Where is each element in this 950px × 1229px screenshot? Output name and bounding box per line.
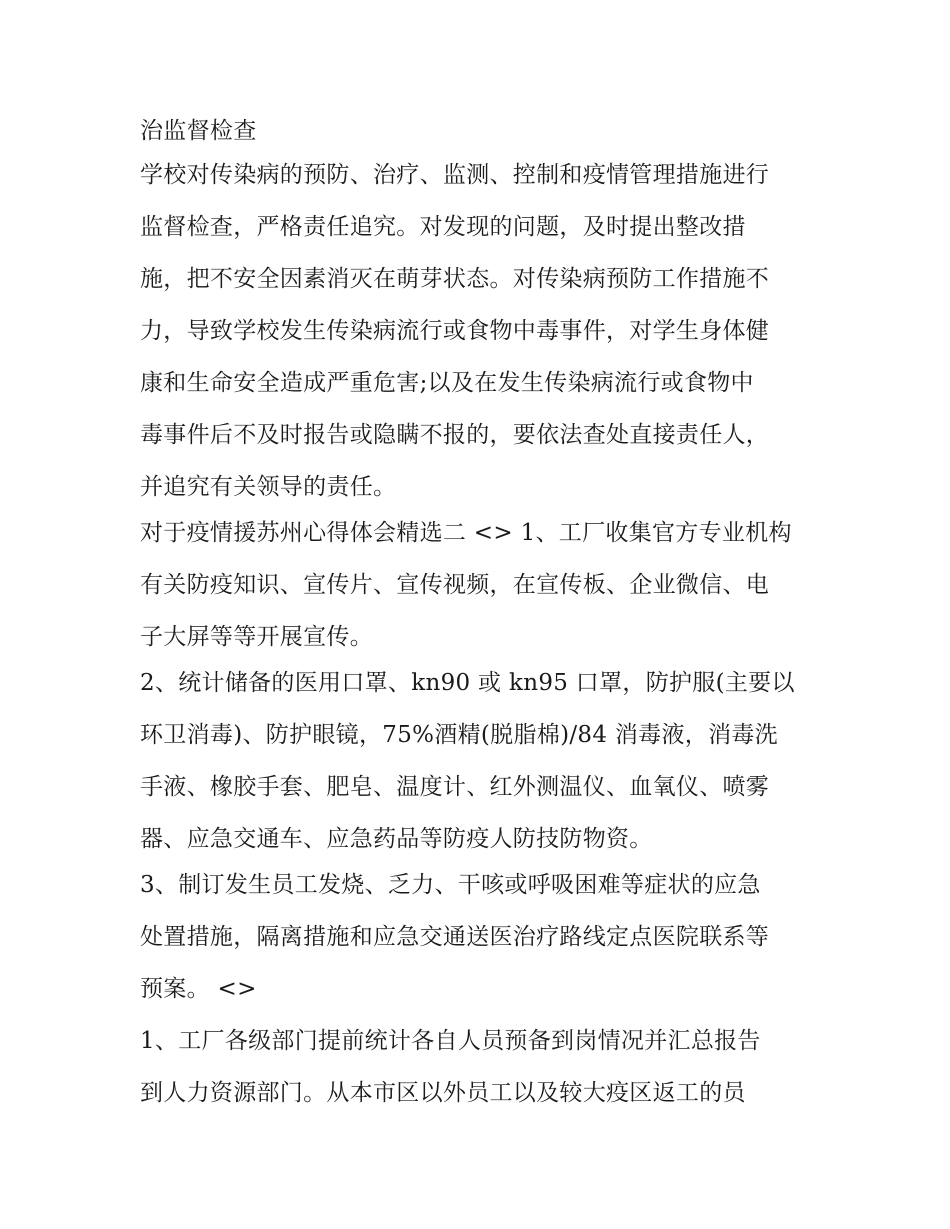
text-line: 有关防疫知识、宣传片、宣传视频，在宣传板、企业微信、电 bbox=[140, 572, 770, 598]
text-line: 施，把不安全因素消灭在萌芽状态。对传染病预防工作措施不 bbox=[140, 266, 770, 292]
text-line: 手液、橡胶手套、肥皂、温度计、红外测温仪、血氧仪、喷雾 bbox=[140, 774, 770, 800]
text-line: 力，导致学校发生传染病流行或食物中毒事件，对学生身体健 bbox=[140, 318, 770, 344]
heading-line: 治监督检查 bbox=[140, 118, 257, 144]
text-line: 学校对传染病的预防、治疗、监测、控制和疫情管理措施进行 bbox=[140, 162, 770, 188]
text-line: 监督检查，严格责任追究。对发现的问题，及时提出整改措 bbox=[140, 214, 746, 240]
text-line: 毒事件后不及时报告或隐瞒不报的，要依法查处直接责任人， bbox=[140, 422, 770, 448]
text-line: 环卫消毒)、防护眼镜，75%酒精(脱脂棉)/84 消毒液，消毒洗 bbox=[140, 722, 778, 748]
text-line: 处置措施，隔离措施和应急交通送医治疗路线定点医院联系等 bbox=[140, 924, 770, 950]
text-line: 2、统计储备的医用口罩、kn90 或 kn95 口罩，防护服(主要以 bbox=[140, 670, 795, 696]
document-body bbox=[140, 109, 815, 1115]
text-line: 预案。 <> bbox=[140, 976, 257, 1002]
text-line: 3、制订发生员工发烧、乏力、干咳或呼吸困难等症状的应急 bbox=[140, 872, 761, 898]
text-line: 1、工厂各级部门提前统计各自人员预备到岗情况并汇总报告 bbox=[140, 1028, 761, 1054]
text-line: 对于疫情援苏州心得体会精选二 <> 1、工厂收集官方专业机构 bbox=[140, 520, 792, 546]
text-line: 并追究有关领导的责任。 bbox=[140, 474, 397, 500]
text-line: 到人力资源部门。从本市区以外员工以及较大疫区返工的员 bbox=[140, 1080, 746, 1106]
text-line: 康和生命安全造成严重危害;以及在发生传染病流行或食物中 bbox=[140, 370, 754, 396]
text-line: 器、应急交通车、应急药品等防疫人防技防物资。 bbox=[140, 826, 653, 852]
text-line: 子大屏等等开展宣传。 bbox=[140, 624, 373, 650]
